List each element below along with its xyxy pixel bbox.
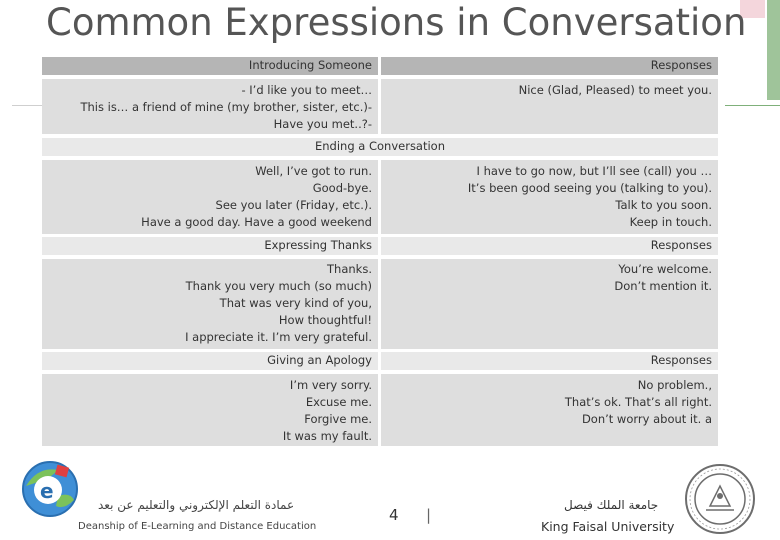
list-item: How thoughtful!	[278, 313, 372, 327]
list-item: Forgive me.	[304, 412, 372, 426]
apology-responses	[381, 374, 718, 446]
list-item: No problem.,	[637, 378, 712, 392]
introducing-responses	[381, 79, 718, 134]
university-english-name: King Faisal University	[541, 519, 675, 534]
list-item: Good-bye.	[312, 181, 372, 195]
header-expressing-thanks: Expressing Thanks	[42, 237, 378, 255]
list-item: You’re welcome.	[618, 262, 712, 276]
e-learning-globe-logo	[18, 456, 80, 518]
list-item: - I’d like you to meet…	[241, 83, 372, 97]
list-item: Have a good day. Have a good weekend	[141, 215, 372, 229]
list-item: Well, I’ve got to run.	[255, 164, 372, 178]
list-item: Talk to you soon.	[615, 198, 712, 212]
thanks-phrases	[42, 259, 378, 349]
thanks-responses	[381, 259, 718, 349]
ending-phrases	[42, 160, 378, 234]
header-responses-1: Responses	[381, 57, 718, 75]
header-giving-apology: Giving an Apology	[42, 352, 378, 370]
ending-responses	[381, 160, 718, 234]
list-item: It’s been good seeing you (talking to you).	[467, 181, 712, 195]
list-item: It was my fault.	[282, 429, 372, 443]
deanship-english-name: Deanship of E-Learning and Distance Education	[78, 521, 317, 532]
header-responses-3: Responses	[381, 352, 718, 370]
list-item: Don’t mention it.	[614, 279, 712, 293]
page-separator: |	[426, 506, 432, 524]
accent-line	[725, 105, 780, 106]
list-item: Don’t worry about it. a	[581, 412, 712, 426]
list-item: Excuse me.	[305, 395, 372, 409]
list-item: That was very kind of you,	[219, 296, 372, 310]
header-introducing-someone: Introducing Someone	[42, 57, 378, 75]
list-item: I’m very sorry.	[289, 378, 372, 392]
list-item: Nice (Glad, Pleased) to meet you.	[518, 83, 712, 97]
list-item: See you later (Friday, etc.).	[215, 198, 372, 212]
university-seal-logo	[684, 462, 756, 536]
apology-phrases	[42, 374, 378, 446]
university-arabic-name: جامعة الملك فيصل	[564, 498, 659, 512]
list-item: Thank you very much (so much)	[185, 279, 372, 293]
list-item: That’s ok. That’s all right.	[564, 395, 712, 409]
list-item: I appreciate it. I’m very grateful.	[185, 330, 372, 344]
header-responses-2: Responses	[381, 237, 718, 255]
page-number: 4	[389, 506, 399, 524]
svg-text:e: e	[40, 479, 54, 503]
deanship-arabic-name: عمادة التعلم الإلكتروني والتعليم عن بعد	[98, 498, 295, 512]
list-item: This is… a friend of mine (my brother, sister, etc.)-	[80, 100, 372, 114]
list-item: I have to go now, but I’ll see (call) you …	[476, 164, 712, 178]
accent-line-left	[12, 105, 42, 106]
header-ending-conversation: Ending a Conversation	[42, 138, 718, 156]
page-title: Common Expressions in Conversation	[46, 1, 747, 44]
introducing-phrases	[42, 79, 378, 134]
accent-green-bar	[767, 0, 780, 100]
list-item: Keep in touch.	[629, 215, 712, 229]
list-item: Thanks.	[327, 262, 372, 276]
list-item: Have you met..?-	[273, 117, 372, 131]
